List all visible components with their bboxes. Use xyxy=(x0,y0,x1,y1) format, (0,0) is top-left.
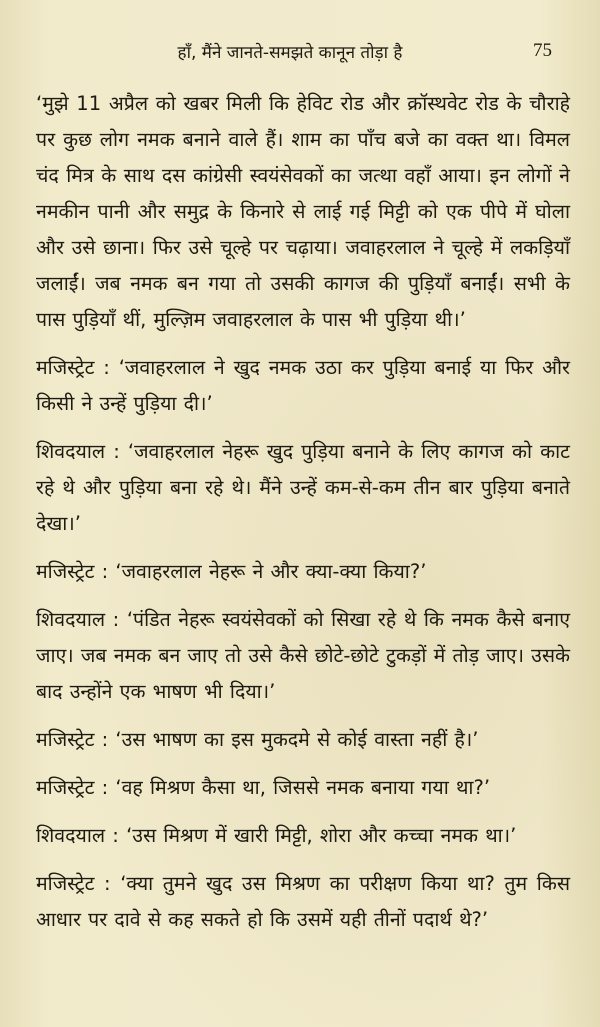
paragraph xyxy=(36,554,570,590)
paragraph xyxy=(36,350,570,422)
running-title: हाँ, मैंने जानते-समझते कानून तोड़ा है xyxy=(177,43,403,63)
paragraph xyxy=(36,434,570,542)
page-number: 75 xyxy=(533,40,552,61)
paragraph xyxy=(36,818,570,854)
paragraph-text: ‘मुझे 11 अप्रैल को खबर मिली कि हेविट रोड और क्रॉस्थवेट रोड के चौराहे पर कुछ लोग नमक बनाने वाले हैं। शाम का पाँच बजे का वक्त था। विमल चंद मित्र के साथ दस कांग्रेसी स्वयंसेवकों का जत्था वहाँ आया। इन लोगों ने नमकीन पानी और समुद्र के किनारे से लाई गई मिट्टी को एक पीपे में घोला और उसे छाना। फिर उसे चूल्हे पर चढ़ाया। जवाहरलाल ने चूल्हे में लकड़ियाँ जलाईं। जब नमक बन गया तो उसकी कागज की पुड़ियाँ बनाईं। सभी के पास पुड़ियाँ थीं, मुल्ज़िम जवाहरलाल के पास भी पुड़िया थी।’ xyxy=(36,92,570,331)
speaker-label: मजिस्ट्रेट : xyxy=(36,872,121,895)
paragraph-text: ‘जवाहरलाल ने खुद नमक उठा कर पुड़िया बनाई या फिर और किसी ने उन्हें पुड़िया दी।’ xyxy=(36,356,570,415)
paragraph xyxy=(36,722,570,758)
speaker-label: मजिस्ट्रेट : xyxy=(36,776,116,799)
paragraph-text: ‘जवाहरलाल नेहरू ने और क्या-क्या किया?’ xyxy=(115,560,427,583)
speaker-label: शिवदयाल : xyxy=(36,824,127,847)
paragraph xyxy=(36,86,570,338)
page-body xyxy=(36,86,570,938)
speaker-label: मजिस्ट्रेट : xyxy=(36,356,119,379)
paragraph xyxy=(36,866,570,938)
paragraph-text: ‘पंडित नेहरू स्वयंसेवकों को सिखा रहे थे कि नमक कैसे बनाए जाए। जब नमक बन जाए तो उसे कैसे छोटे-छोटे टुकड़ों में तोड़ जाए। उसके बाद उन्होंने एक भाषण भी दिया।’ xyxy=(36,608,571,703)
speaker-label: शिवदयाल : xyxy=(36,608,127,631)
page-header xyxy=(0,40,600,68)
paragraph-text: ‘उस मिश्रण में खारी मिट्टी, शोरा और कच्चा नमक था।’ xyxy=(126,824,517,847)
speaker-label: मजिस्ट्रेट : xyxy=(36,560,116,583)
paragraph-text: ‘वह मिश्रण कैसा था, जिससे नमक बनाया गया था?’ xyxy=(115,776,491,799)
paragraph xyxy=(36,602,570,710)
paragraph-text: ‘जवाहरलाल नेहरू खुद पुड़िया बनाने के लिए कागज को काट रहे थे और पुड़िया बना रहे थे। मैंने उन्हें कम-से-कम तीन बार पुड़िया बनाते देखा।’ xyxy=(36,440,570,535)
paragraph-text: ‘उस भाषण का इस मुकदमे से कोई वास्ता नहीं है।’ xyxy=(115,728,479,751)
paragraph-text: ‘क्या तुमने खुद उस मिश्रण का परीक्षण किया था? तुम किस आधार पर दावे से कह सकते हो कि उसमें यही तीनों पदार्थ थे?’ xyxy=(36,872,571,931)
speaker-label: शिवदयाल : xyxy=(36,440,128,463)
paragraph xyxy=(36,770,570,806)
speaker-label: मजिस्ट्रेट : xyxy=(36,728,116,751)
